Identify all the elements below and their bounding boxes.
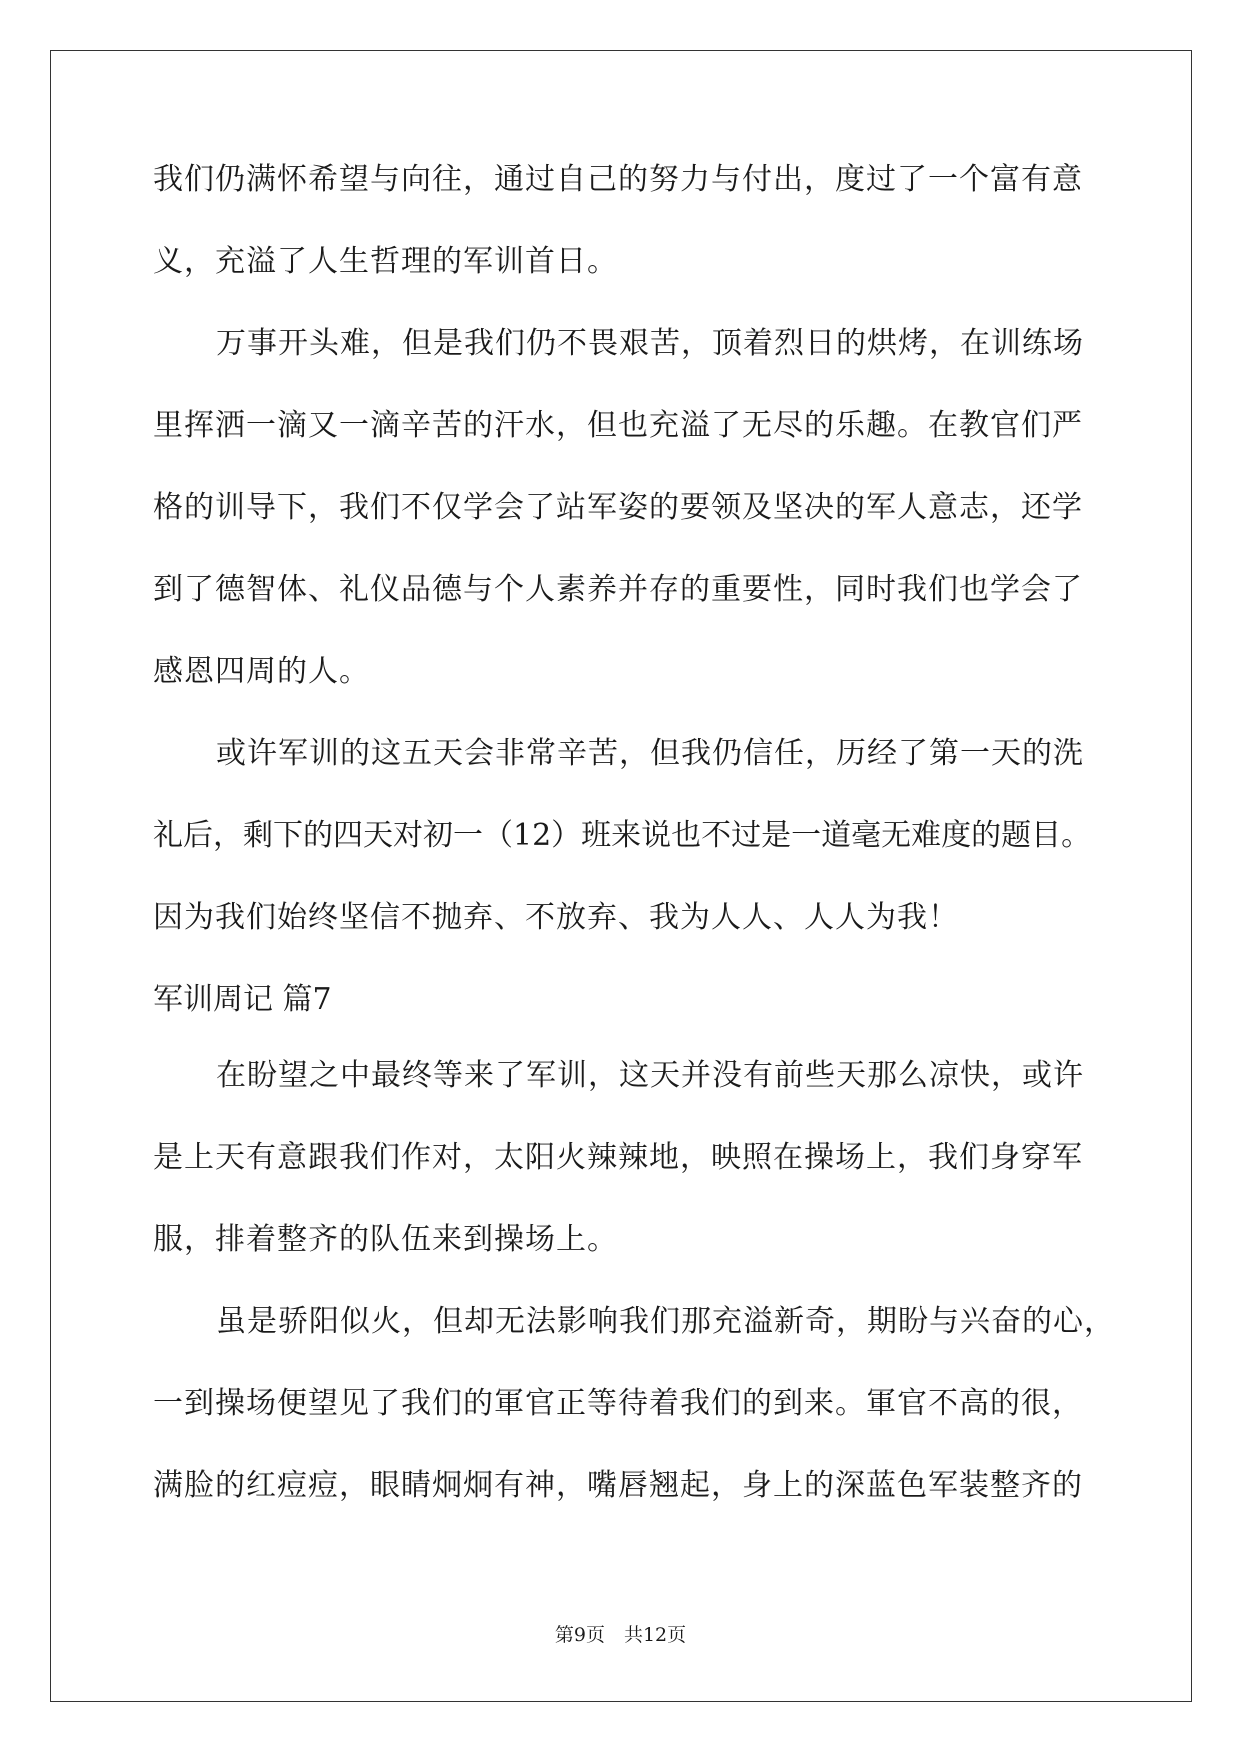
text-line: 虽是骄阳似火，但却无法影响我们那充溢新奇，期盼与兴奋的心， — [216, 1304, 1115, 1339]
text-line: 里挥洒一滴又一滴辛苦的汗水，但也充溢了无尽的乐趣。在教官们严 — [153, 408, 1083, 443]
text-line: 在盼望之中最终等来了军训，这天并没有前些天那么凉快，或许 — [216, 1058, 1084, 1093]
text-line: 感恩四周的人。 — [153, 654, 370, 689]
text-line: 满脸的红痘痘，眼睛炯炯有神，嘴唇翘起，身上的深蓝色军装整齐的 — [153, 1468, 1083, 1503]
text-line: 义，充溢了人生哲理的军训首日。 — [153, 244, 618, 279]
section-heading: 军训周记 篇7 — [153, 982, 332, 1017]
text-line: 服，排着整齐的队伍来到操场上。 — [153, 1222, 618, 1257]
text-line: 格的训导下，我们不仅学会了站军姿的要领及坚决的军人意志，还学 — [153, 490, 1083, 525]
text-line: 因为我们始终坚信不抛弃、不放弃、我为人人、人人为我！ — [153, 900, 959, 935]
text-line: 到了德智体、礼仪品德与个人素养并存的重要性，同时我们也学会了 — [153, 572, 1083, 607]
text-line: 礼后，剩下的四天对初一（12）班来说也不过是一道毫无难度的题目。 — [153, 818, 1092, 853]
document-body — [153, 160, 1115, 1548]
text-line: 万事开头难，但是我们仍不畏艰苦，顶着烈日的烘烤，在训练场 — [216, 326, 1084, 361]
page-number: 第9页 共12页 — [554, 1624, 687, 1646]
text-line: 一到操场便望见了我们的軍官正等待着我们的到来。軍官不高的很， — [153, 1386, 1083, 1421]
text-line: 或许军训的这五天会非常辛苦，但我仍信任，历经了第一天的洗 — [216, 736, 1084, 771]
text-line: 我们仍满怀希望与向往，通过自己的努力与付出，度过了一个富有意 — [153, 162, 1083, 197]
text-line: 是上天有意跟我们作对，太阳火辣辣地，映照在操场上，我们身穿军 — [153, 1140, 1083, 1175]
